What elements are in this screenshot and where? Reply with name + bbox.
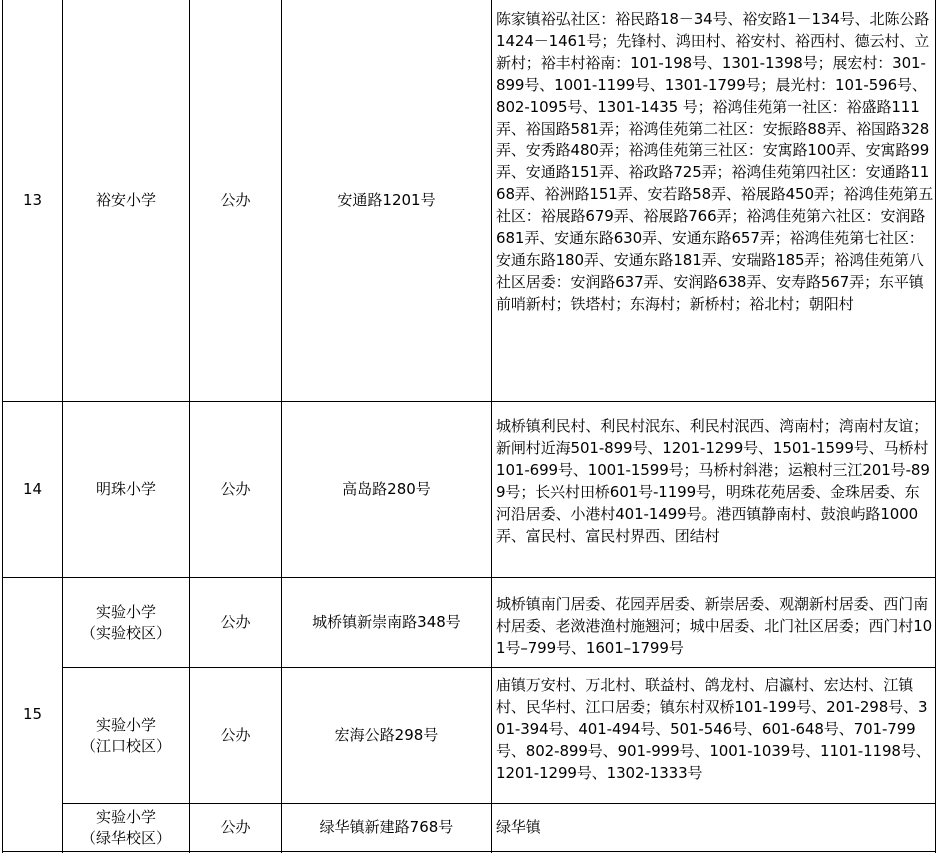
campus-name: （江口校区） [80,736,171,755]
school-type: 公办 [220,818,251,836]
enrollment-area: 城桥镇南门居委、花园弄居委、新崇居委、观潮新村居委、西门南村居委、老滧港渔村施翘河；城中居委、北门社区居委；西门村101号–799号、1601–1799号 [496,595,933,657]
campus-name: （实验校区） [80,623,171,642]
row-number: 14 [22,480,43,498]
school-name-line: 实验小学 [95,602,156,621]
school-name-line: 实验小学 [95,807,156,826]
school-name [63,804,189,851]
enrollment-area: 陈家镇裕弘社区：裕民路18－34号、裕安路1－134号、北陈公路1424－1461号；先锋村、鸿田村、裕安村、裕西村、德云村、立新村；裕丰村裕南：101-198号、1301-1398号；展宏村：301-899号、1001-1199号、1301-1799号；晨光村：101-596号、802-1095号、1301-1435 号；裕鸿佳苑第一社区：裕盛路111弄、裕国路581弄；裕鸿佳苑第二社区：安振路88弄、裕国路328弄、安秀路480弄；裕鸿佳苑第三社区：安寓路100弄、安寓路99弄、安通路151弄、裕政路725弄；裕鸿佳苑第四社区：安通路1168弄、裕洲路151弄、安若路58弄、裕展路450弄；裕鸿佳苑第五社区：裕展路679弄、裕展路766弄；裕鸿佳苑第六社区：安润路681弄、安通东路630弄、安通东路657弄；裕鸿佳苑第七社区：安通东路180弄、安通东路181弄、安瑞路185弄；裕鸿佳苑第八社区居委：安润路637弄、安润路638弄、安寿路567弄；东平镇前哨新村；铁塔村；东海村；新桥村；裕北村；朝阳村 [496,10,934,313]
school-name [63,668,189,803]
school-name [63,578,189,667]
school-name-line: 实验小学 [95,715,156,734]
school-address: 安通路1201号 [337,191,436,209]
grid-line [935,0,936,853]
enrollment-area: 庙镇万安村、万北村、联益村、鸽龙村、启瀛村、宏达村、江镇村、民华村、江口居委；镇东村双桥101-199号、201-298号、301-394号、401-494号、501-546号、601-648号、701-799号、802-899号、901-999号、1001-1039号、1101-1198号、1201-1299号、1302-1333号 [496,676,931,782]
school-type: 公办 [220,480,251,498]
grid-line [2,851,936,852]
campus-name: （绿华校区） [80,828,171,847]
school-address: 城桥镇新崇南路348号 [312,613,461,631]
school-type: 公办 [220,191,251,209]
school-name: 明珠小学 [95,480,156,498]
grid-line [491,0,492,853]
row-number: 15 [22,705,43,723]
school-address: 高岛路280号 [342,480,431,498]
enrollment-area: 绿华镇 [496,818,541,836]
school-name: 裕安小学 [95,191,156,209]
school-address: 宏海公路298号 [334,726,439,744]
school-type: 公办 [220,726,251,744]
enrollment-area: 城桥镇利民村、利民村泯东、利民村泯西、湾南村；湾南村友谊；新闸村近海501-899号、1201-1299号、1501-1599号、马桥村101-699号、1001-1599号；马桥村斜港；运粮村三江201号-899号；长兴村田桥601号-1199号，明珠花苑居委、金珠居委、东河沿居委、小港村401-1499号。港西镇静南村、鼓浪屿路1000弄、富民村、富民村界西、团结村 [496,417,930,545]
row-number: 13 [22,191,43,209]
school-type: 公办 [220,613,251,631]
school-address: 绿华镇新建路768号 [319,818,454,836]
